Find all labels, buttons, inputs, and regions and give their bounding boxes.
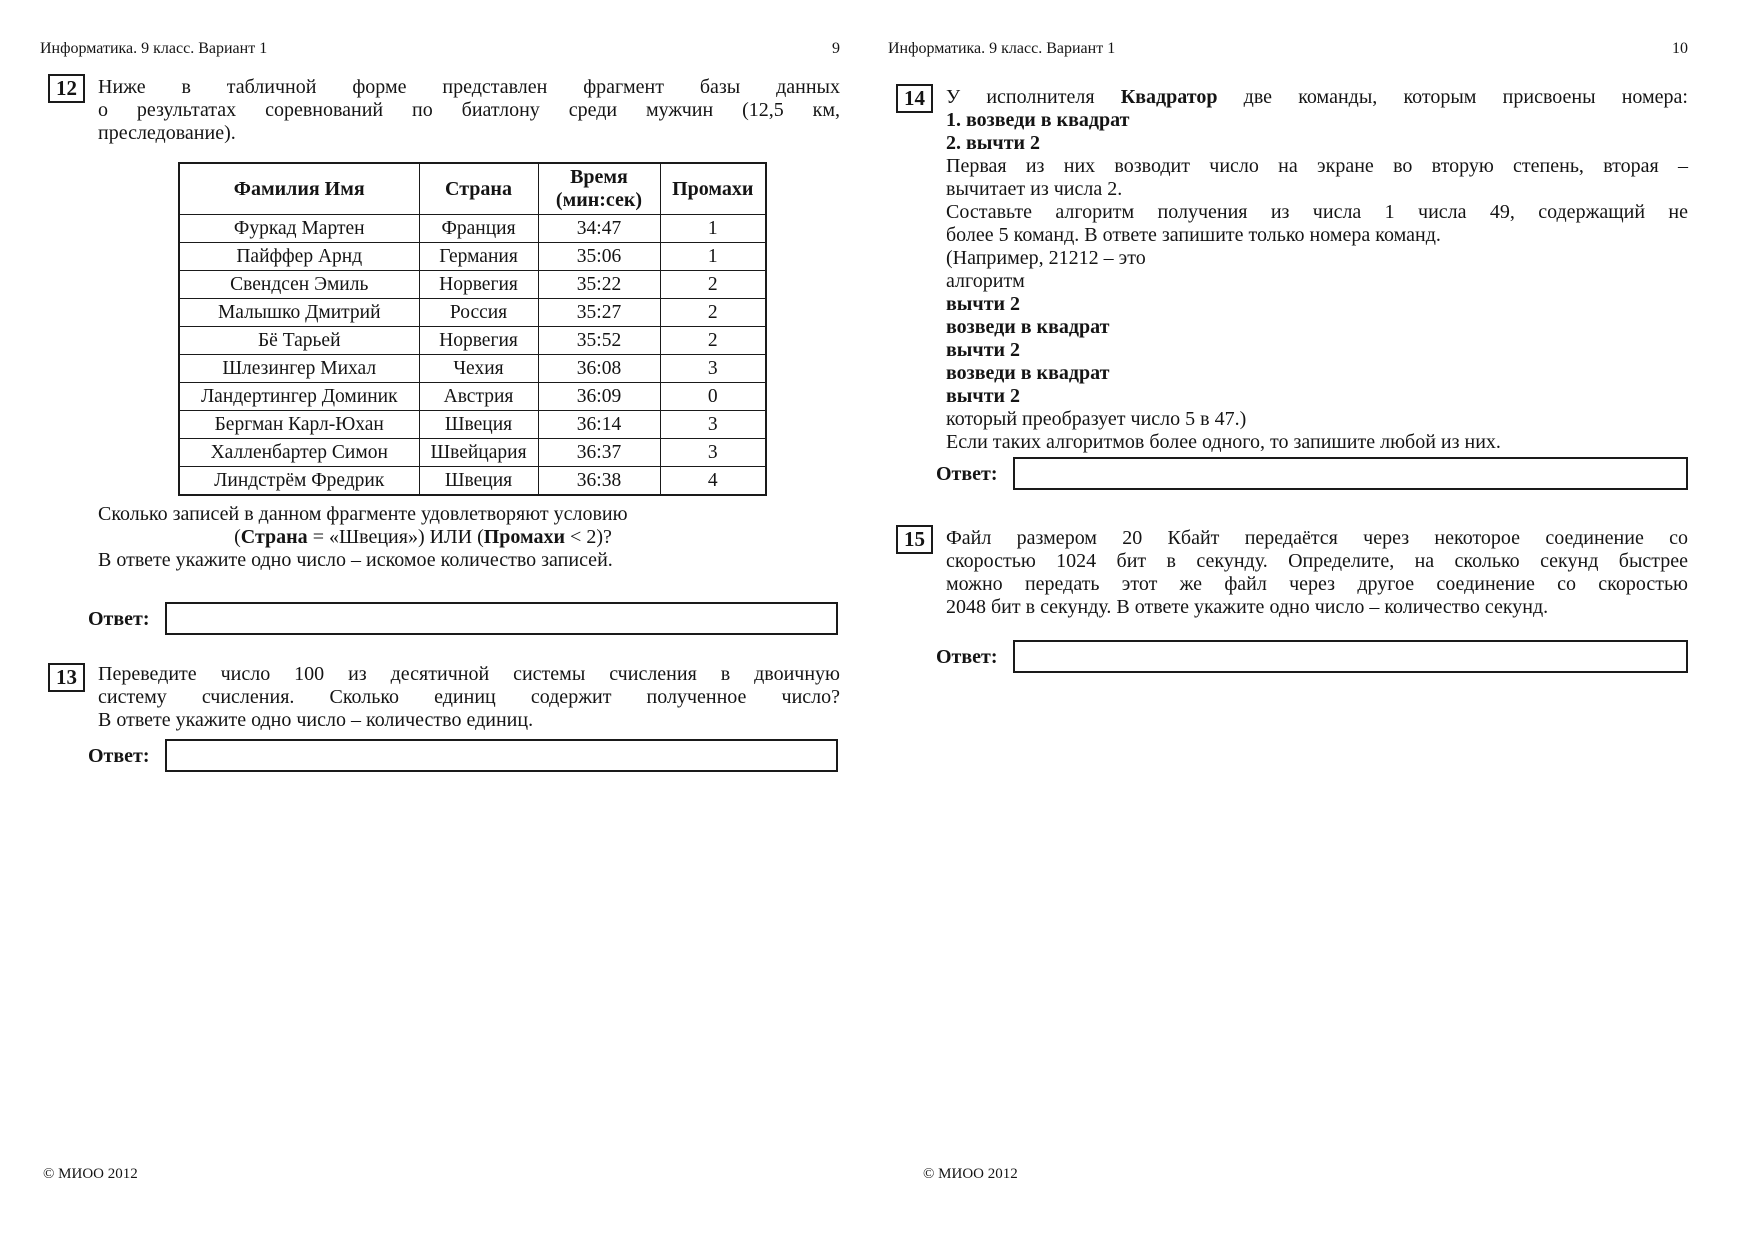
- table-row: Фуркад Мартен Франция 34:47 1: [179, 215, 766, 243]
- q15-text-line3: можно передать этот же файл через другое соединение со скоростью: [946, 573, 1688, 595]
- table-row: Бё Тарьей Норвегия 35:52 2: [179, 327, 766, 355]
- q12-answer-label: Ответ:: [88, 608, 150, 630]
- page-number-left: 9: [832, 40, 840, 57]
- q15-answer-input[interactable]: [1013, 640, 1688, 673]
- q15-text-line1: Файл размером 20 Кбайт передаётся через некоторое соединение со: [946, 527, 1688, 549]
- col-header-name: Фамилия Имя: [179, 163, 419, 215]
- table-row: Шлезингер Михал Чехия 36:08 3: [179, 355, 766, 383]
- q14-text-line15: который преобразует число 5 в 47.): [946, 408, 1247, 430]
- q12-answer-input[interactable]: [165, 602, 838, 635]
- table-row: Ландертингер Доминик Австрия 36:09 0: [179, 383, 766, 411]
- col-header-misses: Промахи: [660, 163, 766, 215]
- q12-question-line1: Сколько записей в данном фрагменте удовлетворяют условию: [98, 503, 628, 525]
- q15-answer-label: Ответ:: [936, 646, 998, 668]
- biathlon-results-table: [178, 162, 767, 496]
- page-footer-left: © МИОО 2012: [43, 1166, 138, 1182]
- table-header-row: [179, 163, 766, 215]
- question-12-number: 12: [56, 76, 77, 100]
- page-header-left: Информатика. 9 класс. Вариант 1: [40, 40, 268, 57]
- q14-command-1: 1. возведи в квадрат: [946, 109, 1130, 131]
- table-row: Бергман Карл-Юхан Швеция 36:14 3: [179, 411, 766, 439]
- q12-text-line1: Ниже в табличной форме представлен фрагмент базы данных: [98, 76, 840, 98]
- q14-answer-input[interactable]: [1013, 457, 1688, 490]
- question-12-number-box: [48, 74, 85, 103]
- q14-algo-step-1: вычти 2: [946, 293, 1021, 315]
- question-13-number-box: [48, 663, 85, 692]
- question-15-number-box: [896, 525, 933, 554]
- col-header-time: Время (мин:сек): [538, 163, 660, 215]
- q14-text-line5: вычитает из числа 2.: [946, 178, 1123, 200]
- q12-text-line2: о результатах соревнований по биатлону среди мужчин (12,5 км,: [98, 99, 840, 121]
- question-14-number: 14: [904, 86, 925, 110]
- question-14-number-box: [896, 84, 933, 113]
- q12-text-line3: преследование).: [98, 122, 236, 144]
- q14-intro-line: У исполнителя Квадратор две команды, которым присвоены номера:: [946, 86, 1688, 108]
- q14-algo-step-5: вычти 2: [946, 385, 1021, 407]
- q12-question-line3: В ответе укажите одно число – искомое количество записей.: [98, 549, 613, 571]
- table-row: Свендсен Эмиль Норвегия 35:22 2: [179, 271, 766, 299]
- q14-example-intro: (Например, 21212 – это: [946, 247, 1146, 269]
- q14-text-line6: Составьте алгоритм получения из числа 1 числа 49, содержащий не: [946, 201, 1688, 223]
- col-header-country: Страна: [419, 163, 538, 215]
- question-15-number: 15: [904, 527, 925, 551]
- q14-algo-step-4: возведи в квадрат: [946, 362, 1110, 384]
- table-row: Малышко Дмитрий Россия 35:27 2: [179, 299, 766, 327]
- q14-answer-label: Ответ:: [936, 463, 998, 485]
- page-footer-right: © МИОО 2012: [923, 1166, 1018, 1182]
- question-13-number: 13: [56, 665, 77, 689]
- q15-text-line4: 2048 бит в секунду. В ответе укажите одно число – количество секунд.: [946, 596, 1549, 618]
- q13-text-line1: Переведите число 100 из десятичной системы счисления в двоичную: [98, 663, 840, 685]
- page-header-right: Информатика. 9 класс. Вариант 1: [888, 40, 1116, 57]
- page-number-right: 10: [1672, 40, 1688, 57]
- q13-answer-label: Ответ:: [88, 745, 150, 767]
- table-row: Линдстрём Фредрик Швеция 36:38 4: [179, 467, 766, 496]
- q14-text-line4: Первая из них возводит число на экране во вторую степень, вторая –: [946, 155, 1688, 177]
- table-row: Халленбартер Симон Швейцария 36:37 3: [179, 439, 766, 467]
- q14-text-line16: Если таких алгоритмов более одного, то запишите любой из них.: [946, 431, 1501, 453]
- q15-text-line2: скоростью 1024 бит в секунду. Определите, на сколько секунд быстрее: [946, 550, 1688, 572]
- q14-algo-step-3: вычти 2: [946, 339, 1021, 361]
- q13-answer-input[interactable]: [165, 739, 838, 772]
- q14-text-line7: более 5 команд. В ответе запишите только номера команд.: [946, 224, 1441, 246]
- q14-command-2: 2. вычти 2: [946, 132, 1041, 154]
- q12-condition-line: (Страна = «Швеция») ИЛИ (Промахи < 2)?: [234, 526, 612, 548]
- q14-algorithm-label: алгоритм: [946, 270, 1025, 292]
- q14-algo-step-2: возведи в квадрат: [946, 316, 1110, 338]
- table-row: Пайффер Арнд Германия 35:06 1: [179, 243, 766, 271]
- q13-text-line2: систему счисления. Сколько единиц содержит полученное число?: [98, 686, 840, 708]
- q13-text-line3: В ответе укажите одно число – количество единиц.: [98, 709, 534, 731]
